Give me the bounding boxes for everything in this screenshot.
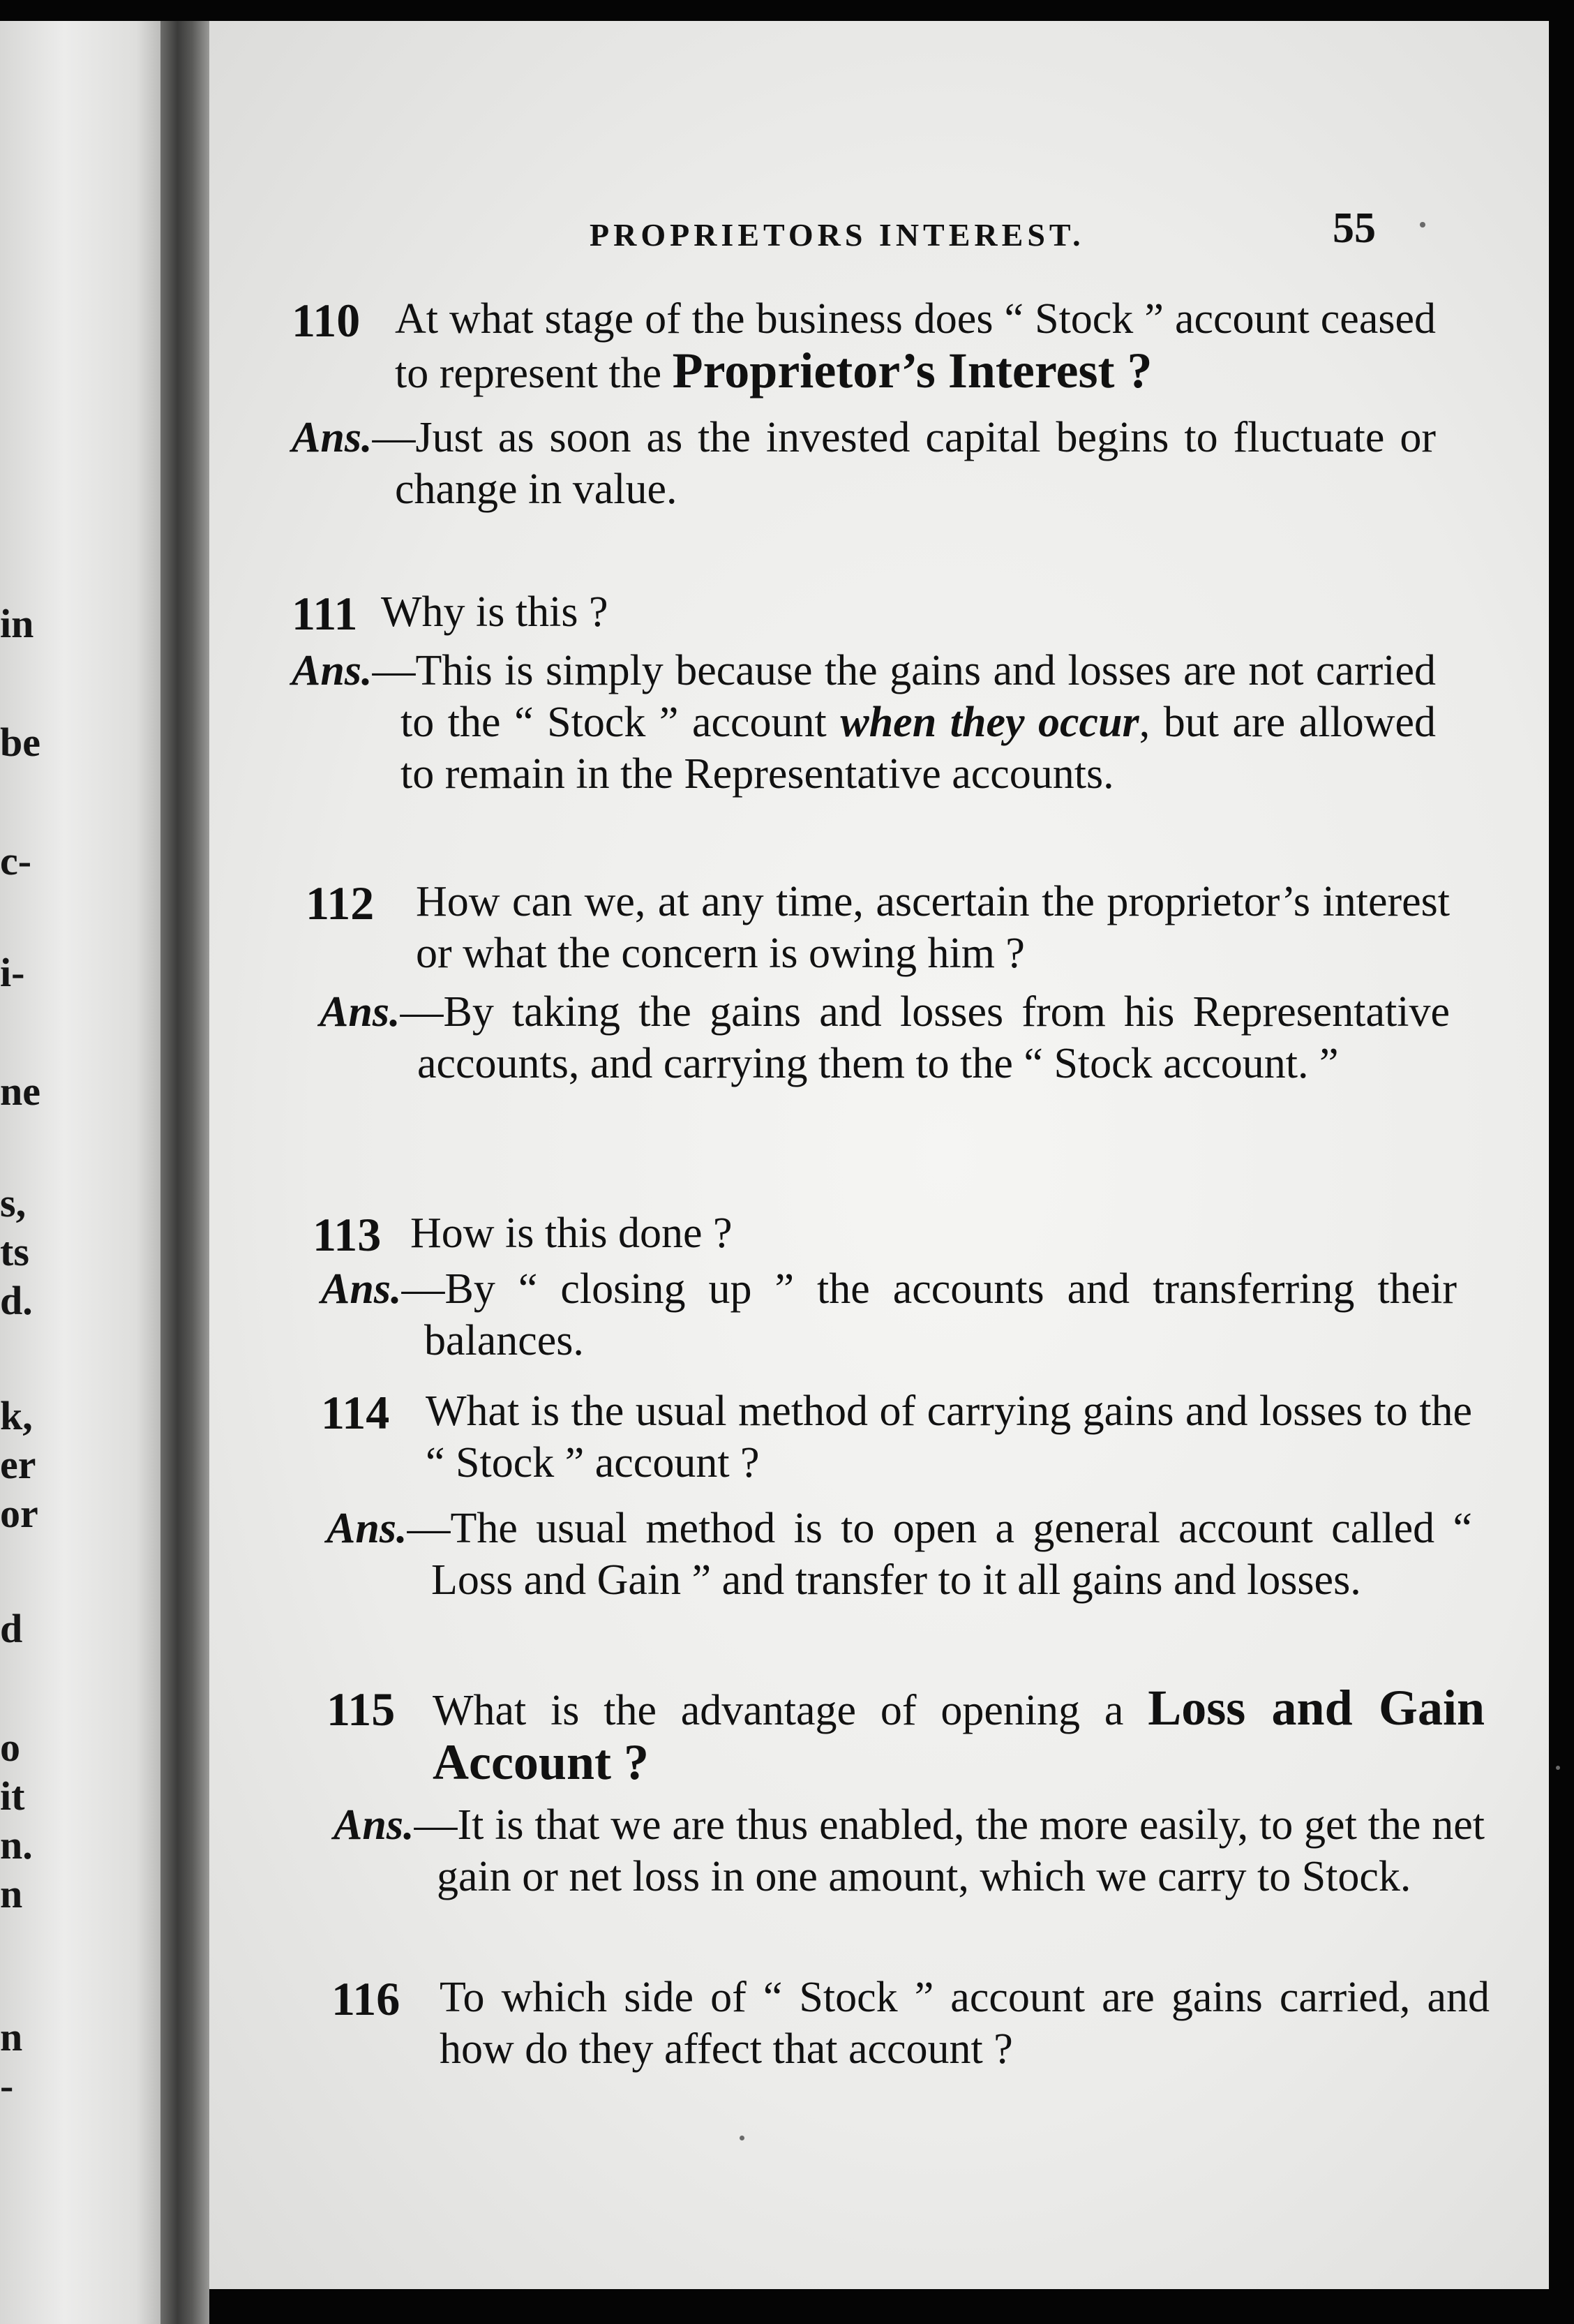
book-gutter [160, 21, 209, 2324]
answer-text: Ans.—This is simply because the gains and losses are not carried to the “ Stock ” account when they occur, but are allowed to remain in the Representative accounts. [292, 647, 1437, 798]
facing-fragment: er [0, 1442, 36, 1487]
answer-label: Ans. [333, 1801, 414, 1849]
qa-block-113 [313, 1207, 1457, 1366]
facing-fragment: d [0, 1606, 23, 1651]
question-text: To which side of “ Stock ” account are gains carried, and how do they affect that account ? [440, 1974, 1490, 2073]
question [292, 586, 1436, 638]
scan-speck [740, 2136, 744, 2140]
question-number: 116 [331, 1972, 400, 2025]
qa-block-112 [306, 876, 1450, 1089]
qa-block-116 [331, 1972, 1490, 2075]
question-number: 113 [313, 1208, 382, 1261]
question [331, 1972, 1490, 2075]
facing-fragment: c- [0, 838, 32, 884]
facing-fragment: ne [0, 1068, 40, 1114]
facing-fragment: d. [0, 1278, 33, 1323]
facing-fragment: in [0, 601, 34, 646]
facing-fragment: ts [0, 1229, 29, 1274]
question [313, 1207, 1457, 1259]
answer-text: Ans.—The usual method is to open a general account called “ Loss and Gain ” and transfer to it all gains and losses. [327, 1505, 1472, 1604]
question [321, 1385, 1472, 1489]
answer-label: Ans. [327, 1505, 407, 1552]
facing-fragment: s, [0, 1180, 27, 1226]
facing-fragment: i- [0, 950, 25, 995]
facing-fragment: be [0, 720, 40, 765]
facing-fragment: n [0, 2014, 23, 2059]
question-number: 112 [306, 877, 375, 930]
question-number: 110 [292, 294, 361, 347]
qa-block-110 [292, 293, 1436, 515]
facing-fragment: n. [0, 1822, 33, 1868]
running-head: PROPRIETORS INTEREST. [590, 217, 1085, 253]
question [327, 1682, 1485, 1791]
answer-text: Ans.—By “ closing up ” the accounts and transferring their balances. [321, 1265, 1457, 1364]
question-text: What is the advantage of opening a Loss and Gain Account ? [433, 1680, 1485, 1790]
page-number: 55 [1333, 204, 1376, 252]
qa-block-111 [292, 586, 1436, 800]
question-number: 115 [327, 1683, 396, 1736]
question-text: Why is this ? [381, 588, 608, 636]
facing-fragment: o [0, 1725, 20, 1770]
facing-page [0, 21, 160, 2324]
facing-fragment: n [0, 1871, 23, 1916]
qa-block-114 [321, 1385, 1472, 1606]
scan-speck [1556, 1766, 1560, 1770]
page-header [209, 204, 1549, 260]
answer-text: Ans.—Just as soon as the invested capital begins to fluctuate or change in value. [292, 414, 1436, 513]
facing-fragment: or [0, 1491, 38, 1536]
scan-speck [1420, 222, 1425, 228]
question-text: At what stage of the business does “ Stock ” account ceased to represent the Proprietor’s Interest ? [395, 295, 1436, 398]
facing-fragment: - [0, 2063, 14, 2108]
facing-fragment: k, [0, 1393, 33, 1438]
question [306, 876, 1450, 979]
answer-label: Ans. [321, 1265, 402, 1313]
answer-text: Ans.—By taking the gains and losses from his Representative accounts, and carrying them to the “ Stock account. ” [320, 988, 1450, 1087]
question-text: What is the usual method of carrying gains and losses to the “ Stock ” account ? [426, 1387, 1472, 1487]
question-number: 114 [321, 1386, 390, 1439]
question-number: 111 [292, 587, 358, 640]
question-text: How can we, at any time, ascertain the proprietor’s interest or what the concern is owing him ? [416, 878, 1450, 977]
facing-page-text-fragments [0, 21, 160, 2324]
facing-fragment: it [0, 1773, 25, 1819]
question [292, 293, 1436, 399]
question-text: How is this done ? [410, 1209, 733, 1257]
answer-label: Ans. [320, 988, 400, 1036]
answer-label: Ans. [292, 647, 373, 694]
qa-block-115 [327, 1682, 1485, 1902]
book-page [209, 21, 1549, 2289]
answer-text: Ans.—It is that we are thus enabled, the more easily, to get the net gain or net loss in one amount, which we carry to Stock. [333, 1801, 1485, 1900]
answer-label: Ans. [292, 414, 373, 461]
